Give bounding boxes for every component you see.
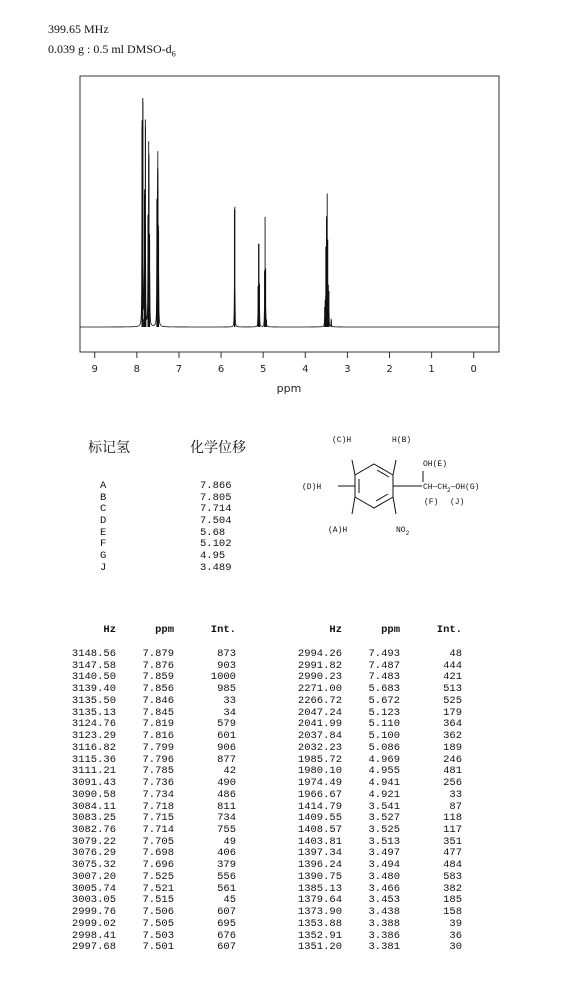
cell-hz: 3091.43 [71,777,116,790]
assignment-header-hydrogen: 标记氢 [88,440,130,456]
assignment-shift: 4.95 [200,550,226,563]
cell-hz: 1373.90 [297,906,342,919]
assignment-label: G [100,550,107,563]
cell-ppm: 7.493 [368,648,400,660]
x-tick-label: 5 [259,364,267,375]
cell-ppm: 7.846 [142,694,174,707]
assignment-row [100,480,250,492]
x-tick-label: 8 [133,364,141,375]
cell-hz: 1397.34 [297,847,342,860]
cell-int: 873 [217,648,236,660]
cell-hz: 3084.11 [71,800,116,813]
cell-hz: 3090.58 [71,788,116,801]
cell-int: 903 [217,659,236,672]
assignment-shift: 3.489 [200,561,232,574]
cell-int: 42 [223,765,236,778]
cell-ppm: 3.438 [368,906,400,919]
cell-ppm: 7.819 [142,718,174,731]
cell-ppm: 5.100 [368,730,400,743]
cell-int: 561 [217,882,236,895]
cell-hz: 1974.49 [297,777,342,790]
cell-int: 444 [443,659,462,672]
benzene-ring [355,464,393,508]
cell-hz: 1403.81 [297,835,342,848]
cell-int: 351 [443,835,462,848]
cell-int: 513 [443,683,462,696]
cell-ppm: 7.799 [142,741,174,754]
cell-ppm: 7.845 [142,706,174,719]
cell-ppm: 3.497 [368,847,400,860]
x-tick-label: 6 [217,364,225,375]
spectrometer-frequency: 399.65 MHz [48,22,109,36]
cell-hz: 3147.58 [71,659,116,672]
header-hz: Hz [103,624,116,636]
assignment-shift: 5.68 [200,526,226,539]
cell-ppm: 3.386 [368,929,400,942]
cell-int: 48 [449,648,462,660]
cell-hz: 3003.05 [71,894,116,907]
cell-hz: 3082.76 [71,824,116,837]
cell-hz: 1396.24 [297,859,342,872]
assignment-row [100,503,250,515]
cell-hz: 3123.29 [71,730,116,743]
assignment-label: J [100,561,107,574]
cell-hz: 2994.26 [297,648,342,660]
cell-hz: 1409.55 [297,812,342,825]
no2-label: $NO_2$ [396,526,410,537]
cell-int: 1000 [210,671,236,684]
assignment-label: B [100,491,107,504]
cell-ppm: 3.541 [368,800,400,813]
j-label: (J) [450,498,465,507]
cell-hz: 2037.84 [297,730,342,743]
cell-int: 811 [217,800,236,813]
cell-hz: 3079.22 [71,835,116,848]
cell-ppm: 7.521 [142,882,174,895]
cell-int: 87 [449,800,462,813]
cell-hz: 1353.88 [297,917,342,930]
cell-hz: 2998.41 [71,929,116,942]
cell-hz: 2999.76 [71,906,116,919]
cell-ppm: 7.503 [142,929,174,942]
cell-ppm: 7.525 [142,870,174,883]
assignment-label: E [100,526,107,539]
cell-ppm: 7.816 [142,730,174,743]
header-int: Int. [210,624,236,636]
assignment-label: D [100,515,107,528]
cell-hz: 2266.72 [297,694,342,707]
h-b-label: H(B) [392,436,412,445]
cell-hz: 1408.57 [297,824,342,837]
cell-hz: 2032.23 [297,741,342,754]
chain-label: $CH—CH_2—OH(G)$ [423,483,480,494]
cell-hz: 3135.13 [71,706,116,719]
cell-ppm: 4.921 [368,788,400,801]
cell-ppm: 3.525 [368,824,400,837]
cell-int: 179 [443,706,462,719]
cell-ppm: 7.501 [142,941,174,954]
cell-hz: 2041.99 [297,718,342,731]
header-ppm: ppm [155,624,174,636]
assignment-shift: 5.102 [200,538,232,551]
cell-ppm: 3.381 [368,941,400,954]
cell-ppm: 7.698 [142,847,174,860]
cell-int: 525 [443,694,462,707]
cell-int: 158 [443,906,462,919]
cell-hz: 3075.32 [71,859,116,872]
cell-ppm: 7.879 [142,648,174,660]
cell-int: 362 [443,730,462,743]
cell-ppm: 7.718 [142,800,174,813]
cell-int: 477 [443,847,462,860]
cell-hz: 1352.91 [297,929,342,942]
cell-ppm: 4.955 [368,765,400,778]
cell-hz: 3115.36 [71,753,116,766]
h-a-label: (A)H [328,526,348,535]
cell-ppm: 5.086 [368,741,400,754]
assignment-label: C [100,503,107,516]
cell-hz: 3007.20 [71,870,116,883]
cell-int: 579 [217,718,236,731]
cell-int: 246 [443,753,462,766]
cell-hz: 1390.75 [297,870,342,883]
cell-int: 676 [217,929,236,942]
cell-hz: 3076.29 [71,847,116,860]
cell-int: 34 [223,706,236,719]
x-tick-label: 1 [428,364,435,375]
sample-text: 0.039 g : 0.5 ml DMSO-d [48,42,172,56]
cell-ppm: 7.856 [142,683,174,696]
cell-int: 185 [443,894,462,907]
cell-ppm: 4.969 [368,753,400,766]
cell-hz: 3124.76 [71,718,116,731]
cell-int: 364 [443,718,462,731]
cell-int: 118 [443,812,462,825]
cell-int: 906 [217,741,236,754]
cell-ppm: 7.705 [142,835,174,848]
x-tick-label: 9 [91,364,98,375]
cell-hz: 3148.56 [71,648,116,660]
assignment-row [100,550,250,562]
cell-hz: 2990.23 [297,671,342,684]
cell-hz: 2991.82 [297,659,342,672]
cell-int: 556 [217,870,236,883]
assignment-row [100,492,250,504]
cell-hz: 2997.68 [71,941,116,954]
cell-ppm: 3.388 [368,917,400,930]
cell-ppm: 7.483 [368,671,400,684]
x-tick-label: 4 [302,364,309,375]
cell-int: 601 [217,730,236,743]
cell-int: 30 [449,941,462,954]
sample-subscript: 6 [171,49,176,59]
oh-e-label: OH(E) [423,460,448,469]
cell-hz: 2271.00 [297,683,342,696]
assignment-row [100,562,250,574]
cell-ppm: 7.876 [142,659,174,672]
assignment-label: F [100,538,107,551]
cell-hz: 3140.50 [71,671,116,684]
cell-int: 256 [443,777,462,790]
h-c-label: (C)H [332,436,352,445]
x-tick-label: 2 [386,364,393,375]
cell-hz: 1980.10 [297,765,342,778]
cell-hz: 2999.02 [71,917,116,930]
cell-int: 695 [217,917,236,930]
cell-int: 484 [443,859,462,872]
cell-int: 734 [217,812,236,825]
cell-hz: 1414.79 [297,800,342,813]
cell-int: 481 [443,765,462,778]
cell-int: 379 [217,859,236,872]
cell-ppm: 4.941 [368,777,400,790]
cell-ppm: 7.796 [142,753,174,766]
assignment-list [100,480,250,574]
cell-int: 49 [223,835,236,848]
cell-ppm: 3.466 [368,882,400,895]
cell-int: 117 [443,824,462,837]
cell-ppm: 3.494 [368,859,400,872]
cell-hz: 1966.67 [297,788,342,801]
assignment-shift: 7.714 [200,503,232,516]
assignment-label: A [100,480,107,492]
header-ppm: ppm [381,624,400,636]
cell-ppm: 7.505 [142,917,174,930]
assignment-row [100,515,250,527]
cell-int: 189 [443,741,462,754]
cell-hz: 1985.72 [297,753,342,766]
cell-ppm: 7.696 [142,859,174,872]
cell-hz: 3135.50 [71,694,116,707]
cell-ppm: 7.785 [142,765,174,778]
assignment-shift: 7.866 [200,480,232,492]
assignment-row [100,538,250,550]
cell-ppm: 7.715 [142,812,174,825]
header-int: Int. [436,624,462,636]
x-axis-ticks [92,352,477,375]
cell-ppm: 7.734 [142,788,174,801]
cell-int: 421 [443,671,462,684]
cell-ppm: 3.453 [368,894,400,907]
cell-hz: 3116.82 [71,741,116,754]
cell-ppm: 7.506 [142,906,174,919]
cell-int: 583 [443,870,462,883]
assignment-header-shift: 化学位移 [190,440,246,456]
cell-ppm: 3.480 [368,870,400,883]
header-hz: Hz [329,624,342,636]
cell-hz: 3139.40 [71,683,116,696]
assignment-shift: 7.504 [200,515,232,528]
assignment-row [100,527,250,539]
cell-int: 36 [449,929,462,942]
cell-int: 486 [217,788,236,801]
x-tick-label: 0 [470,364,477,375]
cell-ppm: 7.736 [142,777,174,790]
f-label: (F) [424,498,439,507]
cell-ppm: 5.110 [368,718,400,731]
x-tick-label: 3 [344,364,351,375]
cell-int: 39 [449,917,462,930]
x-tick-label: 7 [175,364,183,375]
cell-int: 382 [443,882,462,895]
cell-int: 755 [217,824,236,837]
cell-hz: 1351.20 [297,941,342,954]
h-d-label: (D)H [302,483,322,492]
cell-hz: 2047.24 [297,706,342,719]
cell-ppm: 7.859 [142,671,174,684]
cell-int: 33 [223,694,236,707]
x-axis-label: ppm [276,382,302,395]
assignment-shift: 7.805 [200,491,232,504]
cell-ppm: 3.513 [368,835,400,848]
cell-int: 406 [217,847,236,860]
cell-int: 985 [217,683,236,696]
cell-hz: 1379.64 [297,894,342,907]
cell-ppm: 7.714 [142,824,174,837]
cell-int: 877 [217,753,236,766]
cell-ppm: 7.515 [142,894,174,907]
cell-hz: 3005.74 [71,882,116,895]
cell-hz: 1385.13 [297,882,342,895]
cell-int: 45 [223,894,236,907]
cell-ppm: 7.487 [368,659,400,672]
cell-hz: 3111.21 [71,765,116,778]
molecule-structure [292,428,522,553]
cell-int: 490 [217,777,236,790]
cell-ppm: 3.527 [368,812,400,825]
cell-hz: 3083.25 [71,812,116,825]
cell-int: 33 [449,788,462,801]
cell-ppm: 5.683 [368,683,400,696]
peak-lines [142,98,331,327]
cell-int: 607 [217,906,236,919]
cell-ppm: 5.123 [368,706,400,719]
cell-int: 607 [217,941,236,954]
cell-ppm: 5.672 [368,694,400,707]
nmr-spectrum-chart [0,0,570,400]
